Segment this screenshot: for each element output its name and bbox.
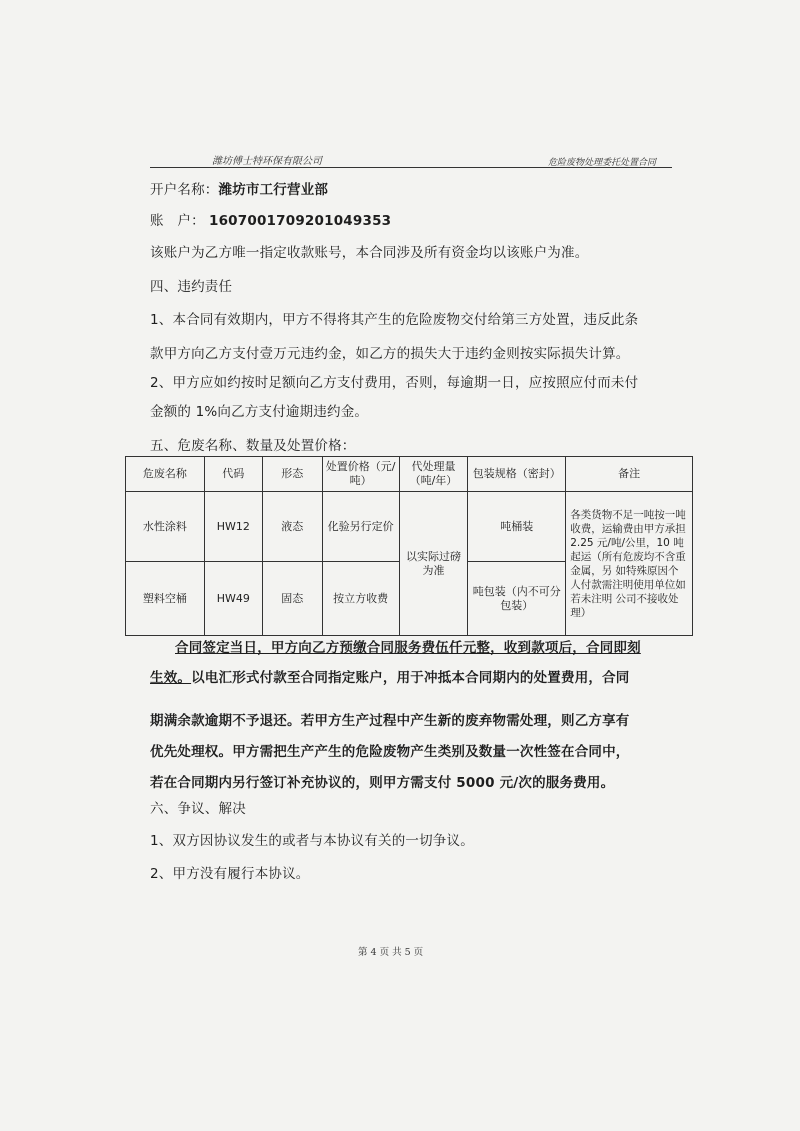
col-header-price: 处置价格（元/吨） <box>322 457 399 492</box>
payment-clause: 以电汇形式付款至合同指定账户，用于冲抵本合同期内的处置费用，合同 <box>191 670 630 686</box>
section5-para-line5: 若在合同期内另行签订补充协议的，则甲方需支付 5000 元/次的服务费用。 <box>150 775 615 791</box>
header-divider <box>150 167 672 168</box>
section4-p2-line2: 金额的 1%向乙方支付逾期违约金。 <box>150 404 369 420</box>
row1-packing: 吨桶装 <box>468 492 566 562</box>
quantity-cell: 以实际过磅为准 <box>399 492 468 636</box>
header-contract-title: 危险废物处理委托处置合同 <box>548 158 657 168</box>
col-header-code: 代码 <box>204 457 262 492</box>
section5-para-line2 <box>150 666 630 686</box>
header-company: 潍坊傅士特环保有限公司 <box>212 156 322 167</box>
note-cell: 各类货物不足一吨按一吨收费，运输费由甲方承担 2.25 元/吨/公里，10 吨起运（所有危废均不含重金属，另 如特殊原因个人付款需注明使用单位如若未注明 公司不接收处理） <box>566 492 693 636</box>
section5-para-line4: 优先处理权。甲方需把生产产生的危险废物产生类别及数量一次性签在合同中， <box>150 744 630 760</box>
col-header-note: 备注 <box>566 457 693 492</box>
row2-form: 固态 <box>262 562 322 636</box>
waste-table <box>125 456 693 636</box>
col-header-name: 危废名称 <box>126 457 205 492</box>
col-header-form: 形态 <box>262 457 322 492</box>
section4-title: 四、违约责任 <box>150 279 233 295</box>
col-header-packing: 包装规格（密封） <box>468 457 566 492</box>
row2-price: 按立方收费 <box>322 562 399 636</box>
section6-item1: 1、双方因协议发生的或者与本协议有关的一切争议。 <box>150 833 474 849</box>
section5-para-line1 <box>175 636 641 656</box>
row1-price: 化验另行定价 <box>322 492 399 562</box>
account-name-line <box>150 178 328 198</box>
account-number-line <box>150 209 391 229</box>
section4-p1-line2: 款甲方向乙方支付壹万元违约金，如乙方的损失大于违约金则按实际损失计算。 <box>150 346 630 362</box>
page-number: 第 4 页 共 5 页 <box>358 947 424 958</box>
account-number-value: 1607001709201049353 <box>209 213 392 229</box>
section6-title: 六、争议、解决 <box>150 801 246 817</box>
section4-p1-line1: 1、本合同有效期内，甲方不得将其产生的危险废物交付给第三方处置，违反此条 <box>150 312 639 328</box>
effective-clause: 生效。 <box>150 670 192 686</box>
row2-name: 塑料空桶 <box>126 562 205 636</box>
table-header-row <box>126 457 693 492</box>
row1-form: 液态 <box>262 492 322 562</box>
section4-p2-line1: 2、甲方应如约按时足额向乙方支付费用，否则，每逾期一日，应按照应付而未付 <box>150 375 639 391</box>
row2-packing: 吨包装（内不可分包装） <box>468 562 566 636</box>
prepay-clause: 合同签定当日，甲方向乙方预缴合同服务费伍仟元整，收到款项后，合同即刻 <box>175 640 641 656</box>
col-header-quantity: 代处理量（吨/年） <box>399 457 468 492</box>
row1-code: HW12 <box>204 492 262 562</box>
account-name-value: 潍坊市工行营业部 <box>218 182 329 198</box>
section5-para-line3: 期满余款逾期不予退还。若甲方生产过程中产生新的废弃物需处理，则乙方享有 <box>150 713 630 729</box>
section6-item2: 2、甲方没有履行本协议。 <box>150 866 310 882</box>
row1-name: 水性涂料 <box>126 492 205 562</box>
row2-code: HW49 <box>204 562 262 636</box>
account-number-label: 账 户： <box>150 213 205 229</box>
account-name-label: 开户名称： <box>150 182 219 198</box>
table-row <box>126 492 693 562</box>
section5-title: 五、危废名称、数量及处置价格： <box>150 438 356 454</box>
account-note: 该账户为乙方唯一指定收款账号，本合同涉及所有资金均以该账户为准。 <box>150 245 589 261</box>
